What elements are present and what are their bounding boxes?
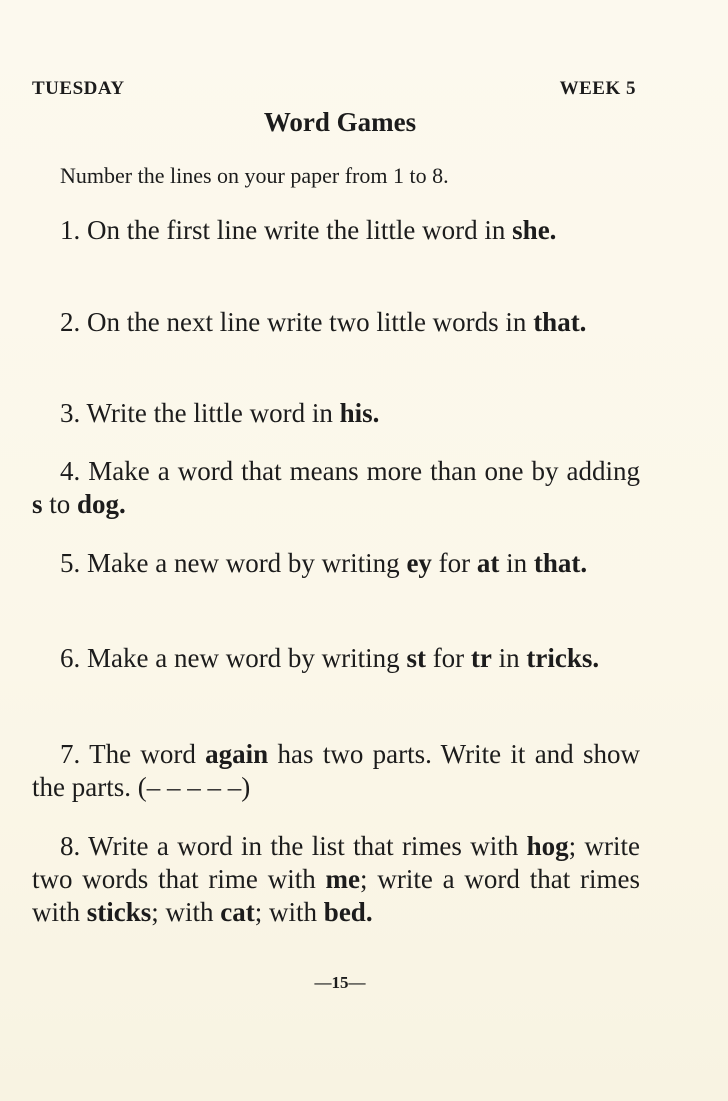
item-text: for [425, 643, 471, 673]
bold-word: ey [406, 548, 432, 578]
exercise-item-1 [32, 214, 640, 247]
day-label: TUESDAY [32, 78, 125, 99]
item-text: ; with [254, 897, 324, 927]
item-text: ; write a word that rimes with [32, 864, 640, 927]
item-number: 3. [60, 398, 81, 428]
item-number: 1. [60, 215, 81, 245]
page-number: —15— [314, 973, 366, 992]
bold-word: s [32, 489, 43, 519]
item-text: Make a new word by writing [87, 548, 407, 578]
bold-word: she. [512, 215, 557, 245]
bold-word: dog. [77, 489, 126, 519]
bold-word: sticks [86, 897, 152, 927]
item-text: has two parts. Write it and show the parts. (– – – – –) [32, 739, 640, 802]
bold-word: bed. [323, 897, 373, 927]
item-text: Make a new word by writing [87, 643, 407, 673]
item-number: 2. [60, 307, 81, 337]
item-text: in [491, 643, 527, 673]
item-number: 4. [60, 456, 81, 486]
bold-word: again [205, 739, 269, 769]
item-number: 7. [60, 739, 81, 769]
bold-word: me [325, 864, 361, 894]
item-number: 6. [60, 643, 81, 673]
exercise-item-4 [32, 455, 640, 521]
exercise-item-2 [32, 306, 640, 339]
item-text: Make a word that means more than one by adding [88, 456, 641, 486]
exercise-item-8 [32, 830, 640, 929]
item-text: for [431, 548, 477, 578]
item-text: in [499, 548, 534, 578]
bold-word: at [476, 548, 500, 578]
exercise-item-6 [32, 642, 640, 675]
item-text: Write a word in the list that rimes with [88, 831, 527, 861]
item-text: ; write two words that rime with [32, 831, 641, 894]
bold-word: tricks. [526, 643, 600, 673]
exercise-item-3 [32, 397, 640, 430]
item-number: 5. [60, 548, 81, 578]
item-text: Write the little word in [86, 398, 340, 428]
item-text: On the first line write the little word in [87, 215, 513, 245]
item-number: 8. [60, 831, 81, 861]
bold-word: tr [470, 643, 492, 673]
bold-word: st [406, 643, 426, 673]
exercise-item-5 [32, 547, 640, 580]
bold-word: his. [339, 398, 380, 428]
bold-word: that. [533, 548, 588, 578]
item-text: The word [89, 739, 206, 769]
page-title: Word Games [263, 107, 417, 137]
bold-word: hog [526, 831, 569, 861]
instruction-text: Number the lines on your paper from 1 to 8. [60, 163, 449, 188]
week-label: WEEK 5 [559, 78, 636, 99]
item-text: ; with [151, 897, 221, 927]
item-text: to [42, 489, 78, 519]
bold-word: cat [220, 897, 255, 927]
exercise-item-7 [32, 738, 640, 804]
bold-word: that. [533, 307, 587, 337]
item-text: On the next line write two little words in [87, 307, 534, 337]
